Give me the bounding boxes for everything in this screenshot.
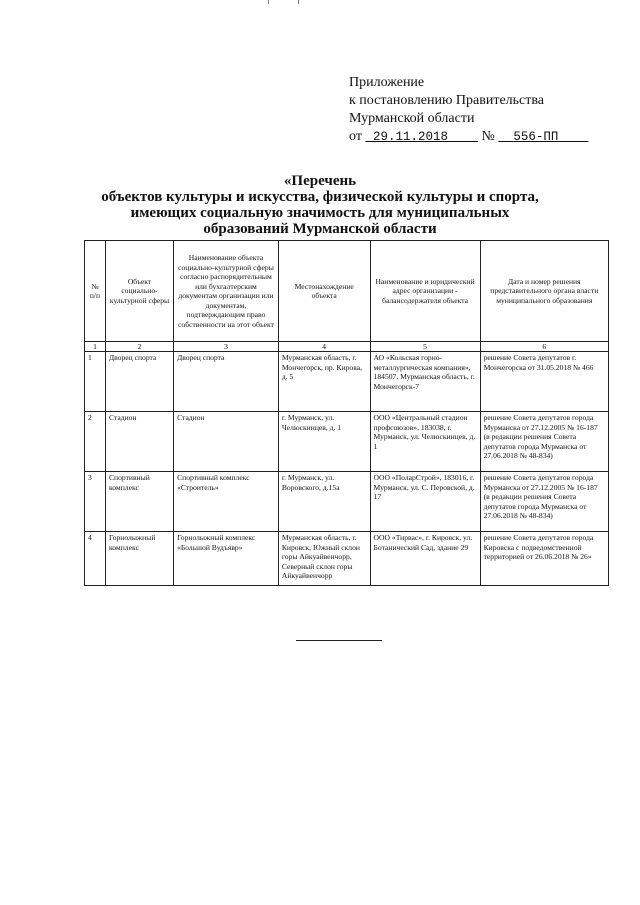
title-line-3: имеющих социальную значимость для муниципальных bbox=[130, 205, 510, 221]
cell-object: Дворец спорта bbox=[105, 352, 173, 412]
cell-holder: ООО «Тирвас», г. Кировск, ул. Ботанический Сад, здание 29 bbox=[370, 532, 480, 586]
document-title bbox=[100, 173, 540, 237]
cell-decision: решение Совета депутатов г. Мончегорска от 31.05.2018 № 466 bbox=[480, 352, 608, 412]
cell-location: Мурманская область, г. Кировск, Южный склон горы Айкуайвенчорр, Северный склон горы Айкуайвенчорр bbox=[278, 532, 370, 586]
column-number: 4 bbox=[278, 342, 370, 352]
end-rule bbox=[296, 640, 382, 641]
cell-name: Дворец спорта bbox=[174, 352, 279, 412]
cell-location: г. Мурманск, ул. Челюскинцев, д. 1 bbox=[278, 412, 370, 472]
table-row bbox=[85, 472, 609, 532]
appendix-date-line bbox=[349, 128, 588, 146]
cell-decision: решение Совета депутатов города Мурманска от 27.12.2005 № 16-187 (в редакции решения Совета депутатов города Мурманска от 27.06.2018 № 48-834) bbox=[480, 412, 608, 472]
cell-location: г. Мурманск, ул. Воровского, д.15а bbox=[278, 472, 370, 532]
cell-holder: ООО «ПоларСтрой», 183016, г. Мурманск, ул. С. Перовской, д. 17 bbox=[370, 472, 480, 532]
cell-object: Горнолыжный комплекс bbox=[105, 532, 173, 586]
column-number: 3 bbox=[174, 342, 279, 352]
decree-number: 556-ПП bbox=[513, 130, 559, 144]
table-header-row bbox=[85, 241, 609, 342]
decree-date: 29.11.2018 bbox=[372, 130, 448, 144]
cell-num: 1 bbox=[85, 352, 106, 412]
cell-object: Стадион bbox=[105, 412, 173, 472]
column-numbers-row bbox=[85, 342, 609, 352]
column-number: 2 bbox=[105, 342, 173, 352]
column-number: 5 bbox=[370, 342, 480, 352]
column-number: 1 bbox=[85, 342, 106, 352]
appendix-line-1: Приложение bbox=[349, 75, 425, 90]
cell-name: Спортивный комплекс «Строитель» bbox=[174, 472, 279, 532]
cell-location: Мурманская область, г. Мончегорск, пр. Кирова, д. 5 bbox=[278, 352, 370, 412]
header-location: Местонахождение объекта bbox=[278, 241, 370, 342]
appendix-block bbox=[349, 74, 588, 146]
cell-holder: ООО «Центральный стадион профсоюзов», 183038, г. Мурманск, ул. Челюскинцев, д. 1 bbox=[370, 412, 480, 472]
table-row bbox=[85, 532, 609, 586]
cell-name: Горнолыжный комплекс «Большой Вудъявр» bbox=[174, 532, 279, 586]
table-row bbox=[85, 352, 609, 412]
scan-mark bbox=[268, 0, 269, 4]
cell-decision: решение Совета депутатов города Мурманска от 27.12.2005 № 16-187 (в редакции решения Совета депутатов города Мурманска от 27.06.2018 № 48-834) bbox=[480, 472, 608, 532]
cell-num: 4 bbox=[85, 532, 106, 586]
title-line-2: объектов культуры и искусства, физической культуры и спорта, bbox=[101, 189, 539, 205]
scan-mark bbox=[298, 0, 299, 4]
cell-num: 3 bbox=[85, 472, 106, 532]
cell-decision: решение Совета депутатов города Кировска с подведомственной территорией от 26.06.2018 № 26» bbox=[480, 532, 608, 586]
column-number: 6 bbox=[480, 342, 608, 352]
cell-object: Спортивный комплекс bbox=[105, 472, 173, 532]
title-line-1: «Перечень bbox=[283, 173, 357, 189]
number-prefix: № bbox=[481, 129, 495, 144]
header-num: № п/п bbox=[85, 241, 106, 342]
cell-holder: АО «Кольская горно-металлургическая компания», 184507, Мурманская область, г. Мончегорск-7 bbox=[370, 352, 480, 412]
cell-name: Стадион bbox=[174, 412, 279, 472]
header-object: Объект социально-культурной сферы bbox=[105, 241, 173, 342]
table-row bbox=[85, 412, 609, 472]
appendix-line-3: Мурманской области bbox=[349, 111, 475, 126]
title-line-4: образований Мурманской области bbox=[203, 221, 437, 237]
header-decision: Дата и номер решения представительного органа власти муниципального образования bbox=[480, 241, 608, 342]
cell-num: 2 bbox=[85, 412, 106, 472]
header-holder: Наименование и юридический адрес организации - балансодержателя объекта bbox=[370, 241, 480, 342]
appendix-line-2: к постановлению Правительства bbox=[349, 93, 545, 108]
objects-table bbox=[84, 240, 609, 586]
date-prefix: от bbox=[349, 129, 362, 144]
header-name: Наименование объекта социально-культурной сферы согласно распорядительным или бухгалтерским документам организации или документам, подтверждающим право собственности на этот объект bbox=[174, 241, 279, 342]
